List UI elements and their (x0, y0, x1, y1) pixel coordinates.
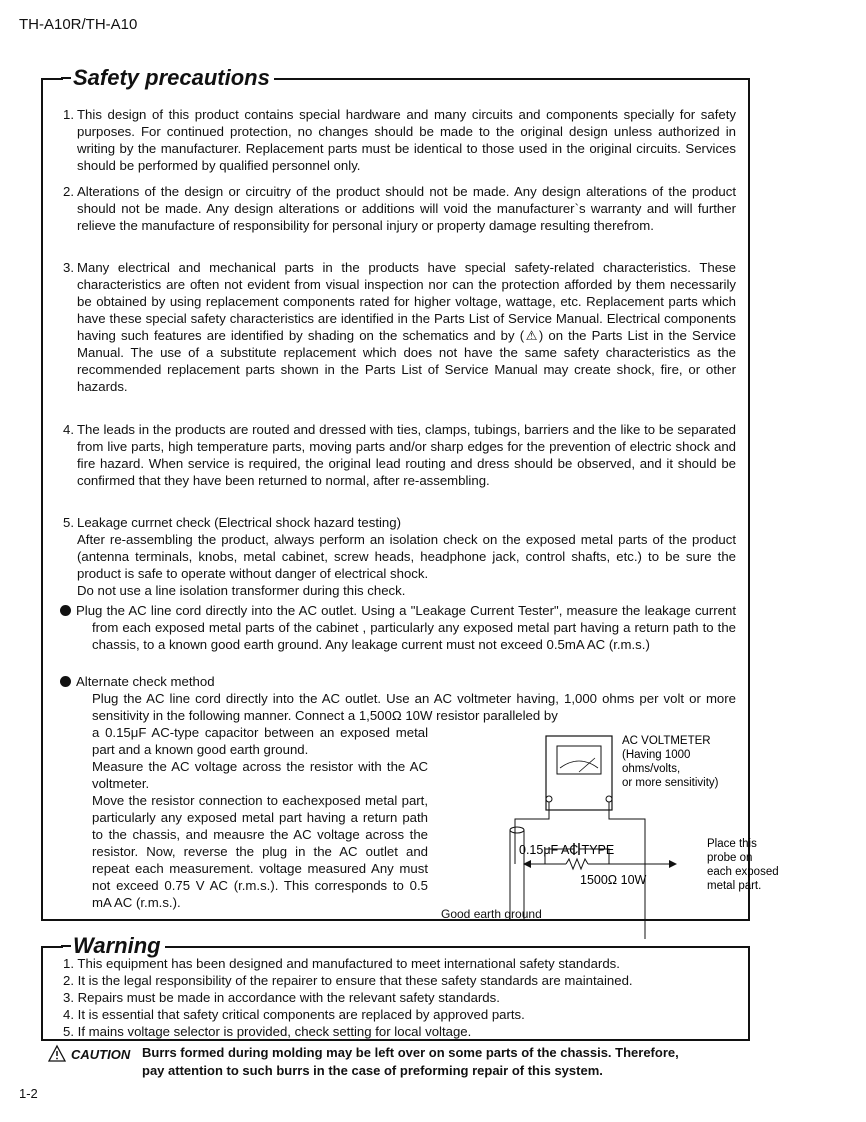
procedure-step: a 0.15μF AC-type capacitor between an exposed metal part and a known good earth ground. (92, 725, 428, 757)
page-number: 1-2 (19, 1086, 38, 1101)
safety-item-3 (63, 259, 736, 395)
item-text: Alterations of the design or circuitry of the product should not be made. Any design alterations of the product should not be made. Any design alterations or additions will void the manufacturer`s warranty and will further relieve the manufacture of responsibility for personal injury or property damage resulting therefrom. (77, 184, 736, 233)
voltmeter-label: AC VOLTMETER (622, 735, 711, 747)
probe-label: metal part. (707, 880, 762, 892)
caution-line: Burrs formed during molding may be left over on some parts of the chassis. Therefore, (142, 1045, 679, 1060)
warning-title: Warning (63, 931, 165, 961)
warning-section (41, 933, 750, 1041)
procedure-text (92, 724, 428, 911)
voltmeter-label: ohms/volts, (622, 763, 681, 775)
bullet-title: Alternate check method (76, 674, 215, 689)
item-text: This design of this product contains special hardware and many circuits and components specially for safety purposes. For continued protection, no changes should be made to the original design unless authorized in writing by the manufacturer. Replacement parts must be identical to those used in the original circuits. Services should be performed by qualified personnel only. (77, 107, 736, 173)
ground-label: Good earth ground (441, 907, 542, 921)
resistor-symbol (566, 859, 588, 869)
voltmeter-display (557, 746, 601, 774)
ground-rod-top (510, 827, 524, 833)
item5-body: After re-assembling the product, always perform an isolation check on the exposed metal parts of the product (antenna terminals, knobs, metal cabinet, screw heads, headphone jack, control shafts, etc.) to be sure the product is safe to operate without danger of electrical shock. (77, 532, 736, 581)
item5-note: Do not use a line isolation transformer during this check. (77, 583, 406, 598)
warning-item: 2. It is the legal responsibility of the repairer to ensure that these safety standards are maintained. (63, 973, 633, 988)
procedure-step: Measure the AC voltage across the resistor with the AC voltmeter. (92, 759, 428, 791)
safety-item-2 (63, 183, 736, 234)
safety-precautions-section (41, 65, 779, 921)
voltmeter-label: (Having 1000 (622, 749, 691, 761)
capacitor-label: 0.15μF AC TYPE (519, 843, 615, 857)
voltmeter-label: or more sensitivity) (622, 777, 719, 789)
warning-item: 1. This equipment has been designed and manufactured to meet international safety standards. (63, 956, 620, 971)
caution-line: pay attention to such burrs in the case of preforming repair of this system. (142, 1063, 603, 1078)
bullet-alternate-method (60, 673, 736, 724)
warning-item: 5. If mains voltage selector is provided, check setting for local voltage. (63, 1024, 472, 1039)
item-number: 2. (63, 184, 74, 199)
probe-label: probe on (707, 852, 753, 864)
probe-label: each exposed (707, 866, 779, 878)
resistor-label: 1500Ω 10W (580, 873, 647, 887)
warning-triangle-icon (48, 1045, 66, 1062)
caution-label: CAUTION (71, 1047, 131, 1062)
bullet-dot-icon (60, 605, 71, 616)
bullet-leakage-test (60, 602, 736, 653)
procedure-step: Move the resistor connection to eachexposed metal part, particularly any exposed metal part having a return path to the chassis, and meausre the AC voltage across the resistor. Now, reverse the plug in the AC outlet and repeat each measurement. voltage measured Any must not exceed 0.75 V AC (r.m.s.). This corresponds to 0.5 mA AC (r.m.s.). (92, 793, 428, 910)
probe-arrow (669, 860, 677, 868)
probe-label: Place this (707, 838, 757, 850)
safety-item-5 (63, 514, 736, 599)
warning-item: 4. It is essential that safety critical components are replaced by approved parts. (63, 1007, 525, 1022)
item-text: The leads in the products are routed and dressed with ties, clamps, tubings, barriers and the like to be separated from live parts, high temperature parts, moving parts and/or sharp edges for the prevention of electric shock and fire hazard. When service is required, the original lead routing and dress should be observed, and it should be confirmed that they have been returned to normal, after re-assembling. (77, 422, 736, 488)
voltmeter-terminal (546, 796, 552, 802)
item-text: Leakage currnet check (Electrical shock hazard testing) (77, 515, 401, 530)
item-number: 5. (63, 515, 74, 530)
item-text: Many electrical and mechanical parts in the products have special safety-related characteristics. These characteristics are often not evident from visual inspection nor can the protection afforded by them necessarily be obtained by using replacement components rated for higher voltage, wattage, etc. Replacement parts which have these special safety characteristics are identified in the Parts List of Service Manual. Electrical components having such features are identified by shading on the schematics and by (⚠) on the Parts List in the Service Manual. The use of a substitute replacement which does not have the same safety characteristics as the recommended replacement parts shown in the Parts List of Service Manual may create shock, fire, or other hazards. (77, 260, 736, 394)
voltmeter-body (546, 736, 612, 810)
bullet-text: Plug the AC line cord directly into the AC outlet. Using a "Leakage Current Tester", measure the leakage current from each exposed metal parts of the cabinet , particularly any exposed metal part having a return path to the chassis, to a known good earth ground. Any leakage current must not exceed 0.5mA AC (r.m.s.) (76, 603, 736, 652)
warning-item: 3. Repairs must be made in accordance with the relevant safety standards. (63, 990, 500, 1005)
safety-title: Safety precautions (63, 63, 274, 93)
voltmeter-terminal (606, 796, 612, 802)
right-lead (609, 802, 645, 939)
voltmeter-diagram (429, 724, 779, 924)
safety-item-1 (63, 106, 736, 174)
meter-arc (560, 761, 598, 768)
warning-list (63, 955, 633, 1040)
item-number: 1. (63, 107, 74, 122)
item-number: 3. (63, 260, 74, 275)
bullet-body: Plug the AC line cord directly into the AC outlet. Use an AC voltmeter having, 1,000 ohms per volt or more sensitivity in the following manner. Connect a 1,500Ω 10W resistor paralleled by (92, 691, 736, 723)
safety-item-4 (63, 421, 736, 489)
model-number: TH-A10R/TH-A10 (19, 16, 138, 33)
item-number: 4. (63, 422, 74, 437)
bullet-dot-icon (60, 676, 71, 687)
